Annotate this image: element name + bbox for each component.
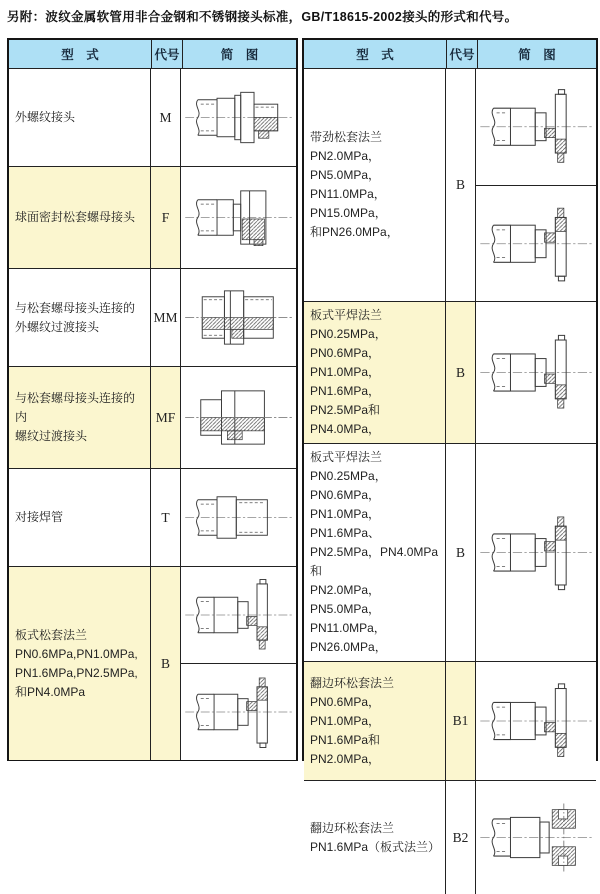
type-cell [9, 269, 151, 366]
table-row [304, 780, 596, 894]
type-text-line: 翻边环松套法兰 [310, 675, 395, 690]
type-text-line: PN1.6MPa,PN2.5MPa, [15, 665, 138, 680]
code-cell: T [151, 469, 181, 566]
diagram-cell [181, 69, 296, 166]
type-text-line: PN2.5MPa和PN4.0MPa， [310, 403, 381, 436]
type-text-line: 外螺纹接头 [15, 110, 76, 124]
type-cell [9, 167, 151, 268]
code-cell: F [151, 167, 181, 268]
type-text-line: PN1.0MPa，PN1.6MPa， [310, 365, 381, 398]
type-text-line: PN11.0MPa，PN15.0MPa， [310, 187, 387, 220]
table-row [304, 69, 596, 301]
fitting-table-right [302, 38, 598, 854]
table-body [304, 69, 596, 894]
type-text-line: PN0.6MPa，PN1.0MPa， [310, 694, 381, 728]
type-cell [304, 444, 446, 661]
type-text-line: 和PN26.0MPa， [310, 225, 399, 239]
type-text-line: PN1.6MPa和PN2.0MPa， [310, 732, 381, 766]
type-text-line: PN2.0MPa，PN5.0MPa， [310, 583, 381, 616]
fitting-diagram-flange-up-icon [476, 69, 596, 185]
diagram-cell [476, 444, 596, 661]
code-cell: B [446, 69, 476, 301]
type-cell [304, 662, 446, 780]
type-cell [9, 567, 151, 760]
type-text-line: PN2.0MPa，PN5.0MPa， [310, 149, 381, 182]
fitting-diagram-flange-down-icon [181, 663, 296, 760]
diagram-cell [181, 367, 296, 468]
type-text-line: 带劲松套法兰 [310, 130, 383, 144]
type-text-line: 翻边环松套法兰 [310, 820, 395, 835]
type-cell [304, 69, 446, 301]
fitting-diagram-b2-icon [476, 781, 596, 894]
table-body [9, 69, 296, 760]
fitting-diagram-flange-up-icon [476, 302, 596, 443]
code-cell: M [151, 69, 181, 166]
type-text-line: 外螺纹过渡接头 [15, 319, 100, 334]
header-cell-diagram: 简 图 [518, 48, 556, 62]
type-text-line: PN0.25MPa，PN0.6MPa， [310, 327, 387, 360]
type-text-line: 与松套螺母接头连接的内 [15, 391, 136, 424]
diagram-cell [181, 567, 296, 760]
header-cell-code: 代号 [152, 40, 183, 68]
fitting-diagram-flange-up-icon [476, 662, 596, 780]
type-text-line: PN0.6MPa,PN1.0MPa, [15, 646, 138, 661]
fitting-diagram-t-icon [181, 469, 296, 566]
fitting-table-left [7, 38, 298, 761]
fitting-diagram-f-icon [181, 167, 296, 268]
page-title: 另附：波纹金属软管用非合金钢和不锈钢接头标准，GB/T18615-2002接头的形式和代号。 [7, 10, 518, 24]
type-text-line: 和PN4.0MPa [15, 684, 86, 699]
diagram-cell [181, 167, 296, 268]
type-text-line: 板式平焊法兰 [310, 308, 383, 322]
table-row [9, 69, 296, 166]
table-header [9, 40, 296, 69]
fitting-diagram-mf-icon [181, 367, 296, 468]
diagram-cell [476, 302, 596, 443]
header-cell-type: 型 式 [304, 40, 447, 68]
diagram-cell [181, 269, 296, 366]
fitting-diagram-flange-up-icon [181, 567, 296, 663]
type-cell [304, 302, 446, 443]
table-row [9, 166, 296, 268]
fitting-diagram-flange-down-icon [476, 185, 596, 302]
table-header [304, 40, 596, 69]
type-text-line: PN0.25MPa，PN0.6MPa， [310, 469, 387, 502]
table-row [9, 468, 296, 566]
type-text-line: PN11.0MPa，PN26.0MPa， [310, 621, 387, 654]
code-cell: B [151, 567, 181, 760]
type-text-line: 球面密封松套螺母接头 [15, 210, 136, 224]
type-text-line: PN1.6MPa（板式法兰） [310, 839, 441, 854]
code-cell: B [446, 302, 476, 443]
code-cell: B2 [446, 781, 476, 894]
diagram-cell [476, 781, 596, 894]
table-row [9, 566, 296, 760]
fitting-diagram-m-icon [181, 69, 296, 166]
header-cell-diagram: 简 图 [220, 48, 259, 62]
type-text-line: 板式平焊法兰 [310, 450, 383, 464]
code-cell: MM [151, 269, 181, 366]
type-text-line: 对接焊管 [15, 510, 64, 524]
type-text-line: 与松套螺母接头连接的 [15, 300, 136, 315]
fitting-diagram-mm-icon [181, 269, 296, 366]
type-text-line: PN2.5MPa，PN4.0MPa和 [310, 545, 439, 578]
table-row [304, 301, 596, 443]
table-row [304, 661, 596, 780]
table-row [304, 443, 596, 661]
type-cell [304, 781, 446, 894]
type-cell [9, 367, 151, 468]
type-cell [9, 69, 151, 166]
code-cell: B [446, 444, 476, 661]
code-cell: B1 [446, 662, 476, 780]
diagram-cell [476, 662, 596, 780]
table-row [9, 366, 296, 468]
type-text-line: PN1.0MPa，PN1.6MPa、 [310, 507, 381, 540]
type-cell [9, 469, 151, 566]
type-text-line: 螺纹过渡接头 [15, 429, 88, 443]
table-row [9, 268, 296, 366]
header-cell-type: 型 式 [9, 40, 152, 68]
fitting-diagram-flange-down-icon [476, 444, 596, 661]
code-cell: MF [151, 367, 181, 468]
header-cell-code: 代号 [447, 40, 478, 68]
diagram-cell [181, 469, 296, 566]
type-text-line: 板式松套法兰 [15, 627, 88, 642]
diagram-cell [476, 69, 596, 301]
